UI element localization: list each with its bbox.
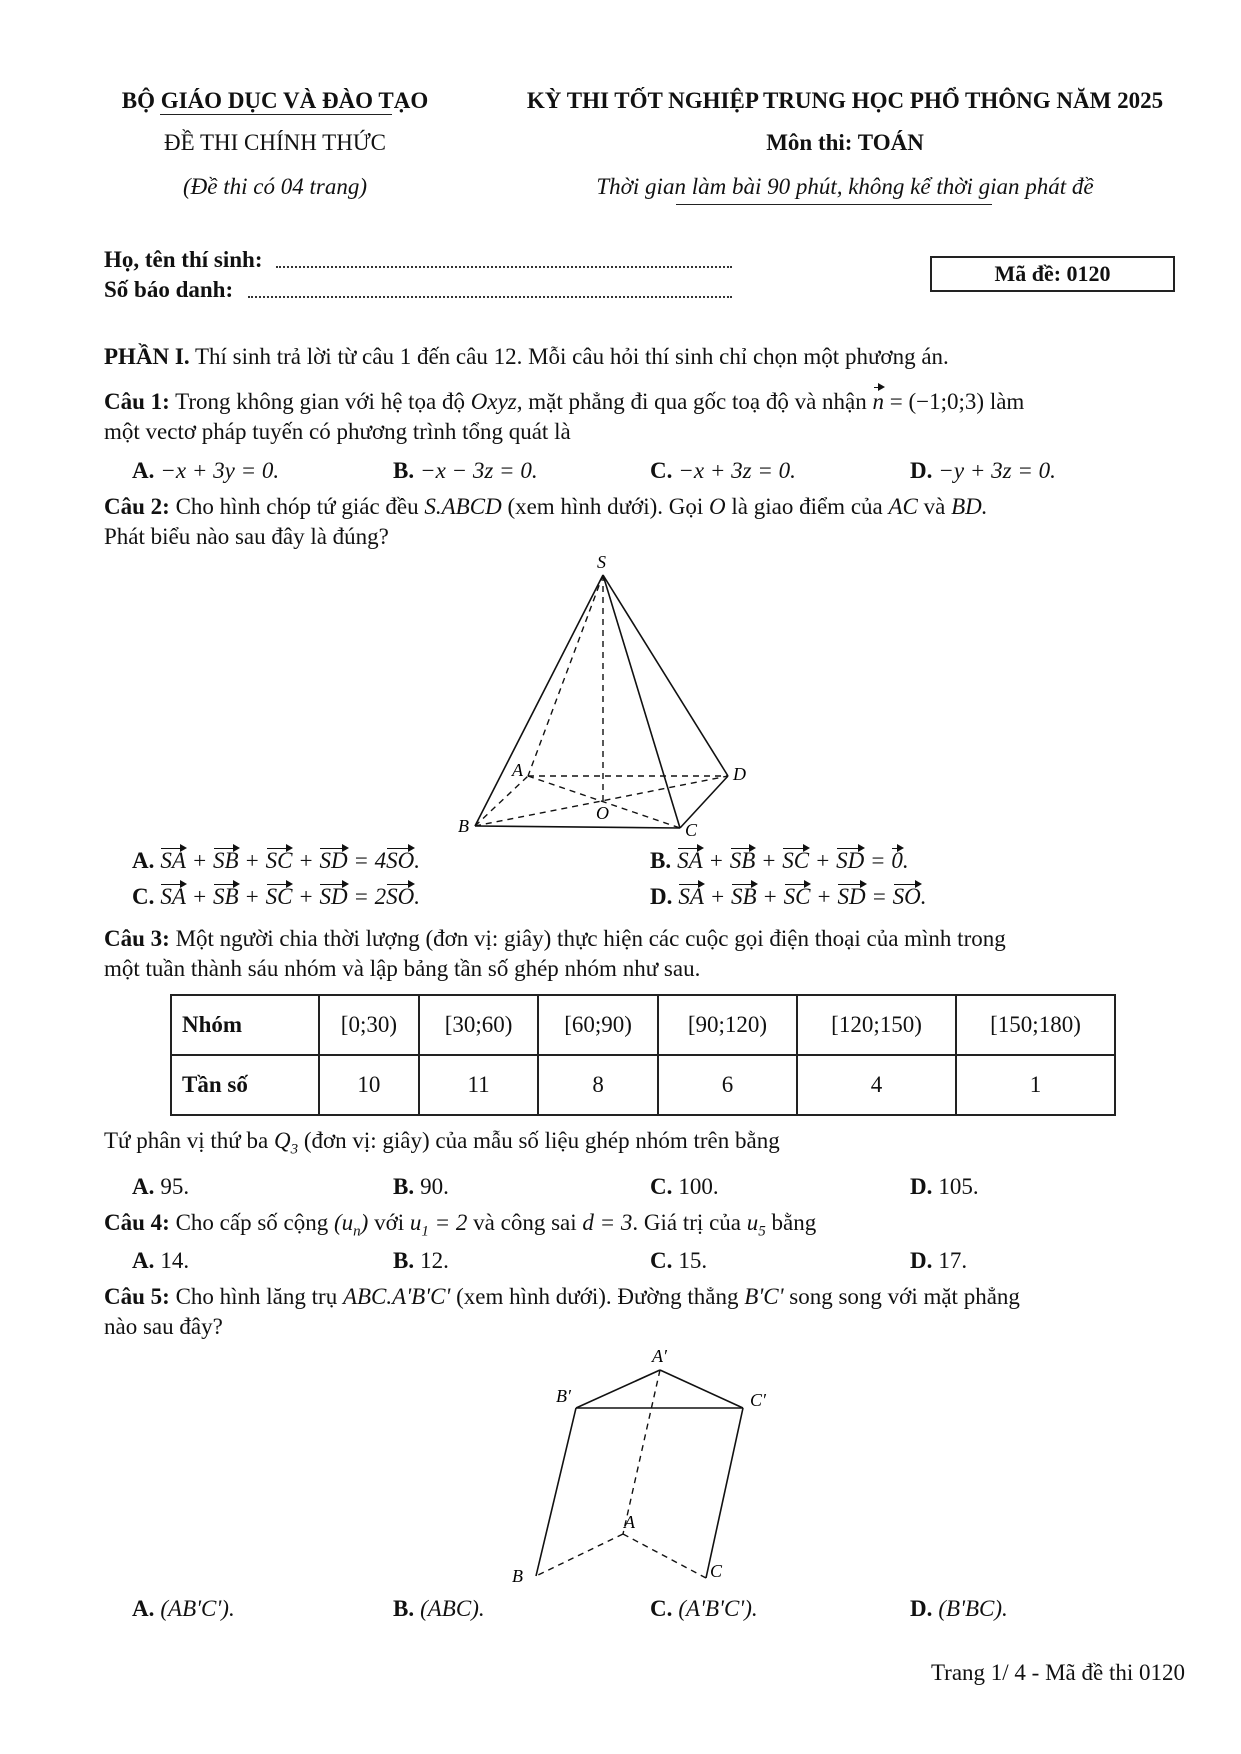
option-label: B.	[393, 458, 415, 483]
q4-option-b[interactable]	[393, 1248, 449, 1274]
q2-stem-2: Phát biểu nào sau đây là đúng?	[104, 524, 389, 549]
option-label: A.	[132, 458, 155, 483]
q4-text: bằng	[765, 1210, 817, 1235]
page-footer: Trang 1/ 4 - Mã đề thi 0120	[930, 1660, 1185, 1685]
option-text: 17.	[938, 1248, 968, 1273]
label-a: A	[624, 1512, 635, 1532]
q5-option-c[interactable]	[650, 1596, 758, 1622]
option-label: A.	[132, 848, 155, 873]
q2-bd: BD.	[951, 494, 988, 519]
q5-stem-2: nào sau đây?	[104, 1314, 223, 1339]
option-label: D.	[910, 1596, 933, 1621]
q3-symbol: Q	[273, 1128, 291, 1153]
q3-option-a[interactable]	[132, 1174, 189, 1200]
q2-label: Câu 2:	[104, 494, 170, 519]
q3-text: Một người chia thời lượng (đơn vị: giây) thực hiện các cuộc gọi điện thoại của mình trong	[169, 926, 1006, 951]
option-label: B.	[393, 1248, 415, 1273]
option-end: .	[414, 848, 420, 873]
option-text: 95.	[160, 1174, 190, 1199]
option-rhs: = 4	[353, 848, 387, 873]
table-row	[171, 995, 1115, 1055]
q4-option-a[interactable]	[132, 1248, 189, 1274]
option-label: D.	[910, 1248, 933, 1273]
option-label: C.	[650, 458, 673, 483]
option-text: (B'BC).	[938, 1596, 1008, 1621]
q2-text: Cho hình chóp tứ giác đều	[169, 494, 425, 519]
q3-option-b[interactable]	[393, 1174, 449, 1200]
option-text: 100.	[678, 1174, 719, 1199]
option-text: −y + 3z = 0.	[938, 458, 1056, 483]
vec-sc: SC	[265, 848, 293, 873]
ministry-underline	[160, 114, 392, 115]
q2-text: và	[917, 494, 952, 519]
label-b: B	[458, 816, 469, 836]
name-label: Họ, tên thí sinh:	[104, 247, 263, 272]
q3-subscript: 3	[290, 1141, 299, 1158]
label-a-prime: A′	[652, 1346, 667, 1366]
q2-point-o: O	[709, 494, 726, 519]
q1-vector-value: = (−1;0;3)	[884, 389, 985, 414]
q1-option-c[interactable]	[650, 458, 796, 484]
label-a: A	[512, 760, 523, 780]
vec-sa: SA	[678, 884, 704, 909]
option-label: A.	[132, 1248, 155, 1273]
q1-text: làm	[984, 389, 1025, 414]
q1-oxyz: Oxyz	[470, 389, 517, 414]
q2-text: (xem hình dưới). Gọi	[501, 494, 710, 519]
table-row	[171, 1055, 1115, 1115]
q2-option-d[interactable]: D. SA + SB + SC + SD = SO.	[650, 884, 927, 909]
option-label: B.	[393, 1174, 415, 1199]
label-s: S	[597, 552, 606, 572]
option-text: −x + 3y = 0.	[160, 458, 280, 483]
q1-label: Câu 1:	[104, 389, 170, 414]
table-cell: 11	[419, 1055, 539, 1115]
option-end: .	[902, 848, 909, 873]
q3-option-d[interactable]	[910, 1174, 979, 1200]
option-label: D.	[910, 458, 933, 483]
q3-question	[104, 1126, 1184, 1165]
vec-sb: SB	[729, 848, 756, 873]
label-c-prime: C′	[750, 1390, 766, 1410]
page-count: (Đề thi có 04 trang)	[183, 174, 367, 199]
q3-label: Câu 3:	[104, 926, 170, 951]
option-label: D.	[910, 1174, 933, 1199]
q1-text: , mặt phẳng đi qua gốc toạ độ và nhận	[516, 389, 873, 414]
q5-prism: ABC.A'B'C'	[342, 1284, 451, 1309]
vec-sb: SB	[212, 884, 239, 909]
time-underline	[676, 204, 992, 205]
pyramid-figure	[440, 550, 760, 840]
q5-stem	[104, 1282, 1184, 1312]
q5-label: Câu 5:	[104, 1284, 170, 1309]
table-header-frequency: Tần số	[171, 1055, 319, 1115]
option-text: 12.	[420, 1248, 449, 1273]
label-c: C	[685, 820, 698, 840]
vec-rhs: SO	[892, 884, 921, 909]
q3-text: (đơn vị: giây) của mẫu số liệu ghép nhóm trên bằng	[298, 1128, 780, 1153]
table-cell: 8	[538, 1055, 658, 1115]
q5-option-a[interactable]	[132, 1596, 235, 1622]
q4-seq-end: )	[360, 1210, 369, 1235]
table-cell: [30;60)	[419, 995, 539, 1055]
subject-title: Môn thi: TOÁN	[766, 130, 924, 155]
q4-d: d = 3	[582, 1210, 633, 1235]
option-text: (A'B'C').	[678, 1596, 758, 1621]
part1-instruction	[104, 342, 1184, 372]
option-text: −x + 3z = 0.	[678, 458, 796, 483]
q3-stem	[104, 924, 1184, 954]
frequency-table	[170, 994, 1116, 1116]
q1-stem	[104, 387, 1184, 417]
option-label: D.	[650, 884, 673, 909]
option-text: 90.	[420, 1174, 449, 1199]
q4-text: . Giá trị của	[632, 1210, 747, 1235]
q5-text: song song với mặt phẳng	[783, 1284, 1020, 1309]
vec-sa: SA	[677, 848, 703, 873]
q2-option-a[interactable]: A. SA + SB + SC + SD = 4SO.	[132, 848, 420, 873]
prism-figure	[500, 1340, 790, 1600]
q4-u5-sub: 5	[758, 1223, 766, 1240]
q1-option-d[interactable]	[910, 458, 1056, 484]
table-cell: 1	[956, 1055, 1115, 1115]
vec-sc: SC	[783, 884, 811, 909]
q4-option-c[interactable]	[650, 1248, 707, 1274]
label-d: D	[733, 764, 746, 784]
exam-code: Mã đề: 0120	[994, 261, 1111, 286]
label-o: O	[596, 803, 609, 823]
table-cell: [90;120)	[658, 995, 797, 1055]
vec-sd: SD	[837, 884, 866, 909]
q2-text: là giao điểm của	[725, 494, 889, 519]
q2-option-b[interactable]: B. SA + SB + SC + SD = 0.	[650, 848, 909, 873]
table-cell: 6	[658, 1055, 797, 1115]
label-b: B	[512, 1566, 523, 1586]
option-label: C.	[132, 884, 155, 909]
q4-label: Câu 4:	[104, 1210, 170, 1235]
option-label: B.	[393, 1596, 415, 1621]
table-cell: [150;180)	[956, 995, 1115, 1055]
vec-sd: SD	[836, 848, 865, 873]
option-label: A.	[132, 1596, 155, 1621]
q4-u1-val: = 2	[428, 1210, 468, 1235]
q5-line: B'C'	[744, 1284, 784, 1309]
vec-sc: SC	[782, 848, 810, 873]
table-cell: 4	[797, 1055, 956, 1115]
q4-text: Cho cấp số cộng	[169, 1210, 334, 1235]
q4-u1: u	[409, 1210, 422, 1235]
q4-seq: (u	[333, 1210, 354, 1235]
table-header-group: Nhóm	[171, 995, 319, 1055]
q2-stem	[104, 492, 1184, 522]
table-cell: [120;150)	[797, 995, 956, 1055]
q4-u1-sub: 1	[421, 1223, 429, 1240]
id-dots	[248, 296, 732, 298]
part1-text: Thí sinh trả lời từ câu 1 đến câu 12. Mỗi câu hỏi thí sinh chỉ chọn một phương án.	[189, 344, 949, 369]
vec-rhs: SO	[386, 848, 415, 873]
label-b-prime: B′	[556, 1386, 571, 1406]
official-label: ĐỀ THI CHÍNH THỨC	[163, 130, 387, 155]
option-label: B.	[650, 848, 672, 873]
vec-sb: SB	[212, 848, 239, 873]
q1-option-a[interactable]	[132, 458, 279, 484]
q1-vector: n	[873, 387, 885, 417]
exam-title: KỲ THI TỐT NGHIỆP TRUNG HỌC PHỔ THÔNG NĂM 2025	[526, 88, 1164, 113]
q1-option-b[interactable]	[393, 458, 538, 484]
option-text: (ABC).	[420, 1596, 485, 1621]
exam-code-box	[930, 256, 1175, 292]
vec-rhs: 0	[891, 848, 903, 873]
q5-text: Cho hình lăng trụ	[169, 1284, 343, 1309]
id-label: Số báo danh:	[104, 277, 234, 302]
q5-text: (xem hình dưới). Đường thẳng	[450, 1284, 745, 1309]
vec-sc: SC	[265, 884, 293, 909]
option-rhs: =	[870, 848, 892, 873]
option-text: −x − 3z = 0.	[420, 458, 538, 483]
option-rhs: =	[871, 884, 893, 909]
option-text: 14.	[160, 1248, 190, 1273]
q1-stem-2: một vectơ pháp tuyến có phương trình tổng quát là	[104, 419, 571, 444]
vec-sa: SA	[160, 884, 186, 909]
q5-option-b[interactable]	[393, 1596, 485, 1622]
option-text: 105.	[938, 1174, 979, 1199]
q4-seq-sub: n	[353, 1223, 361, 1240]
q4-text: với	[368, 1210, 410, 1235]
option-label: C.	[650, 1174, 673, 1199]
q4-stem	[104, 1208, 1184, 1247]
q5-option-d[interactable]	[910, 1596, 1008, 1622]
option-end: .	[920, 884, 927, 909]
table-cell: 10	[319, 1055, 419, 1115]
option-text: (AB'C').	[160, 1596, 235, 1621]
q1-text: Trong không gian với hệ tọa độ	[169, 389, 471, 414]
option-label: A.	[132, 1174, 155, 1199]
vec-sd: SD	[319, 884, 348, 909]
time-note: Thời gian làm bài 90 phút, không kể thời gian phát đề	[596, 174, 1094, 199]
part1-title: PHẦN I.	[104, 344, 190, 369]
option-text: 15.	[678, 1248, 708, 1273]
q3-stem-2: một tuần thành sáu nhóm và lập bảng tần số ghép nhóm như sau.	[104, 956, 701, 981]
q3-text: Tứ phân vị thứ ba	[104, 1128, 274, 1153]
table-cell: [60;90)	[538, 995, 658, 1055]
option-label: C.	[650, 1248, 673, 1273]
vec-sb: SB	[730, 884, 757, 909]
q3-option-c[interactable]	[650, 1174, 719, 1200]
option-rhs: = 2	[353, 884, 387, 909]
q4-u5: u	[746, 1210, 759, 1235]
q4-text: và công sai	[467, 1210, 583, 1235]
q4-option-d[interactable]	[910, 1248, 967, 1274]
ministry-name: BỘ GIÁO DỤC VÀ ĐÀO TẠO	[121, 88, 429, 113]
q2-option-c[interactable]: C. SA + SB + SC + SD = 2SO.	[132, 884, 420, 909]
label-c: C	[710, 1561, 723, 1581]
table-cell: [0;30)	[319, 995, 419, 1055]
q2-ac: AC	[888, 494, 918, 519]
option-label: C.	[650, 1596, 673, 1621]
vec-sa: SA	[160, 848, 186, 873]
q2-solid: S.ABCD	[424, 494, 502, 519]
vec-sd: SD	[319, 848, 348, 873]
name-dots	[276, 266, 732, 268]
vec-rhs: SO	[386, 884, 415, 909]
option-end: .	[414, 884, 420, 909]
